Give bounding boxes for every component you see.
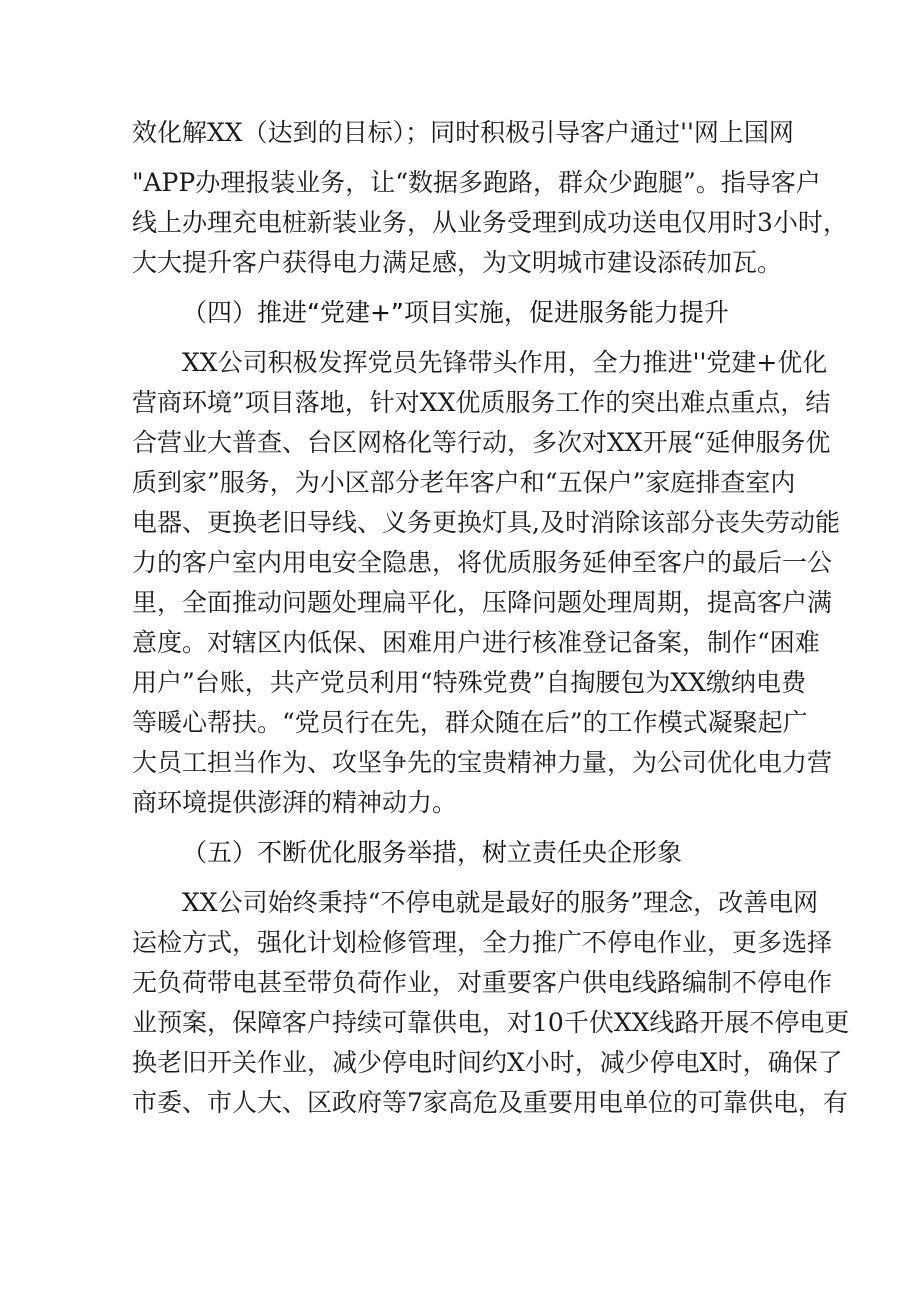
section-heading-5: （五）不断优化服务举措，树立责任央企形象 <box>182 838 683 867</box>
section-heading-4: （四）推进“党建+”项目实施，促进服务能力提升 <box>182 298 729 327</box>
paragraph-line: 大员工担当作为、攻坚争先的宝贵精神力量，为公司优化电力营 <box>132 748 833 777</box>
paragraph-line: 里，全面推动问题处理扁平化，压降问题处理周期，提高客户满 <box>132 588 833 617</box>
paragraph-line: 运检方式，强化计划检修管理，全力推广不停电作业，更多选择 <box>132 928 833 957</box>
paragraph-line: 营商环境”项目落地，针对XX优质服务工作的突出难点重点，结 <box>132 388 831 417</box>
paragraph-line: 质到家”服务，为小区部分老年客户和“五保户”家庭排查室内 <box>132 468 796 497</box>
paragraph-line: 商环境提供澎湃的精神动力。 <box>132 788 458 817</box>
paragraph-line: 效化解XX（达到的目标）；同时积极引导客户通过''网上国网 <box>132 118 794 147</box>
paragraph-line: XX公司积极发挥党员先锋带头作用，全力推进''党建+优化 <box>182 348 828 377</box>
paragraph-line: XX公司始终秉持“不停电就是最好的服务”理念，改善电网 <box>182 888 819 917</box>
paragraph-line: "APP办理报装业务，让“数据多跑路，群众少跑腿”。指导客户 <box>132 168 821 197</box>
paragraph-line: 意度。对辖区内低保、困难用户进行核准登记备案，制作“困难 <box>132 628 820 657</box>
paragraph-line: 用户”台账，共产党员利用“特殊党费”自掏腰包为XX缴纳电费 <box>132 668 806 697</box>
paragraph-line: 市委、市人大、区政府等7家高危及重要用电单位的可靠供电，有 <box>132 1088 848 1117</box>
paragraph-line: 大大提升客户获得电力满足感，为文明城市建设添砖加瓦。 <box>132 248 783 277</box>
paragraph-line: 业预案，保障客户持续可靠供电，对10千伏XX线路开展不停电更 <box>132 1008 850 1037</box>
paragraph-line: 无负荷带电甚至带负荷作业，对重要客户供电线路编制不停电作 <box>132 968 833 997</box>
paragraph-line: 合营业大普查、台区网格化等行动，多次对XX开展“延伸服务优 <box>132 428 831 457</box>
paragraph-line: 力的客户室内用电安全隐患，将优质服务延伸至客户的最后一公 <box>132 548 833 577</box>
paragraph-line: 等暖心帮扶。“党员行在先，群众随在后”的工作模式凝聚起广 <box>132 708 808 737</box>
paragraph-line: 电器、更换老旧导线、义务更换灯具,及时消除该部分丧失劳动能 <box>132 508 840 537</box>
paragraph-line: 线上办理充电桩新装业务，从业务受理到成功送电仅用时3小时， <box>132 208 848 237</box>
paragraph-line: 换老旧开关作业，减少停电时间约X小时，减少停电X时，确保了 <box>132 1048 843 1077</box>
